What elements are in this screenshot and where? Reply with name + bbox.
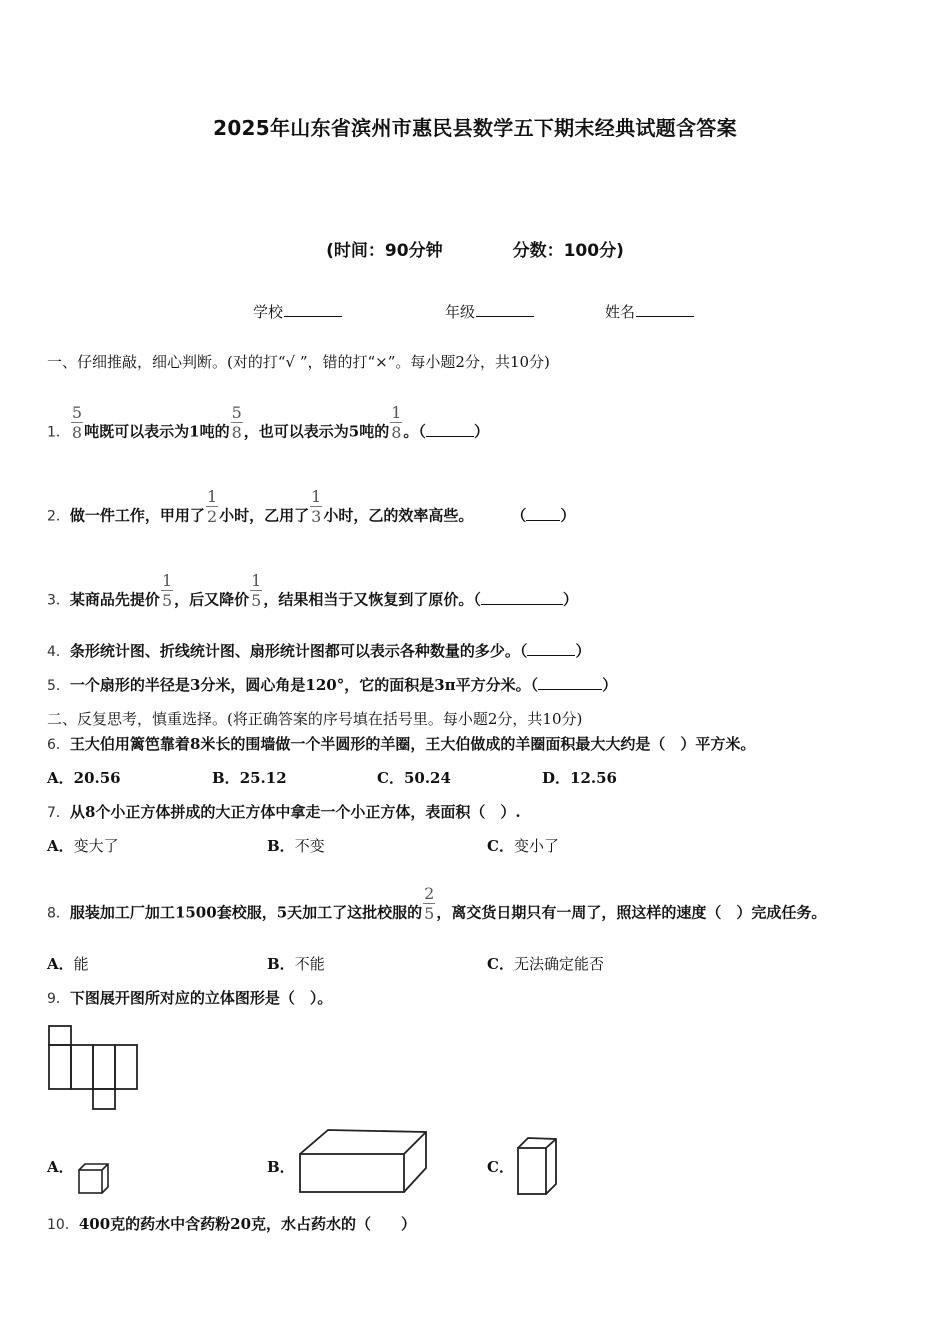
q10-text-1: 克的药水中含药粉 xyxy=(110,1215,231,1233)
question-5 xyxy=(47,674,617,695)
question-4 xyxy=(47,640,590,661)
q9-option-a[interactable] xyxy=(47,1156,74,1177)
q6-option-b[interactable] xyxy=(212,767,287,788)
q3-frac-a-num: 1 xyxy=(161,571,173,590)
grade-label: 年级 xyxy=(445,303,476,321)
q2-text-4: （ xyxy=(511,506,527,525)
q4-number: 4． xyxy=(47,644,70,660)
q8-number: 8． xyxy=(47,905,70,922)
q2-fraction-b xyxy=(310,487,322,526)
net-bottom-square xyxy=(93,1089,115,1109)
question-9 xyxy=(47,987,332,1008)
question-6 xyxy=(47,733,755,754)
q6-text-2: 米长的围墙做一个半圆形的羊圈，王大伯做成的羊圈面积最大大约是（ ）平方米。 xyxy=(200,735,756,753)
q6-option-b-label: B． xyxy=(212,769,240,787)
page-title: 2025年山东省滨州市惠民县数学五下期末经典试题含答案 xyxy=(213,116,737,140)
q8-option-c-text: 无法确定能否 xyxy=(513,955,604,973)
q1-frac-a-num: 5 xyxy=(71,403,83,422)
section-2-heading: 二、反复思考，慎重选择。(将正确答案的序号填在括号里。每小题2分，共10分) xyxy=(47,710,583,728)
q5-value-3: 3π xyxy=(434,676,456,694)
q3-answer-blank[interactable] xyxy=(481,590,563,605)
q8-text-1: 服装加工厂加工 xyxy=(69,903,175,922)
q6-value-1: 8 xyxy=(189,735,201,753)
q3-frac-b-den: 5 xyxy=(251,591,262,610)
q1-value-2: 5 xyxy=(348,422,360,441)
q2-answer-blank[interactable] xyxy=(526,506,560,521)
q6-option-c-text: 50.24 xyxy=(403,769,451,787)
q8-value-2: 5 xyxy=(276,903,288,922)
q7-option-c[interactable] xyxy=(487,835,559,856)
q6-option-b-text: 25.12 xyxy=(239,769,287,787)
q3-text-1: 某商品先提价 xyxy=(69,590,160,609)
section-1-heading: 一、仔细推敲，细心判断。(对的打“√ ”，错的打“×”。每小题2分，共10分) xyxy=(47,353,550,371)
q5-text-4: 平方分米。（ xyxy=(455,676,539,694)
q9-option-b[interactable] xyxy=(267,1156,295,1177)
q8-option-b[interactable] xyxy=(267,953,325,974)
q3-frac-a-den: 5 xyxy=(161,591,173,610)
time-limit: (时间：90分钟 xyxy=(326,241,443,261)
question-10 xyxy=(47,1213,416,1234)
q5-text-1: 一个扇形的半径是 xyxy=(69,676,190,694)
q6-option-c-label: C． xyxy=(377,769,404,787)
q7-option-b[interactable] xyxy=(267,835,325,856)
q2-number: 2． xyxy=(47,508,70,525)
q6-option-d[interactable] xyxy=(542,767,617,788)
total-score: 分数：100分) xyxy=(512,241,624,261)
net-face-1 xyxy=(49,1045,71,1089)
q7-option-a-label: A． xyxy=(47,837,74,855)
q1-text-2: 吨的 xyxy=(199,422,230,441)
q1-fraction-c xyxy=(390,403,402,442)
q2-text-5: ） xyxy=(560,506,576,525)
net-top-square xyxy=(49,1026,71,1045)
q9-number: 9． xyxy=(47,991,70,1007)
net-face-3 xyxy=(93,1045,115,1089)
question-1 xyxy=(47,403,489,452)
q8-fraction-a xyxy=(423,884,435,923)
name-field xyxy=(605,301,694,322)
q9-text-1: 下图展开图所对应的立体图形是（ ）。 xyxy=(69,989,333,1007)
q5-value-1: 3 xyxy=(189,676,201,694)
name-blank[interactable] xyxy=(636,301,694,317)
q2-text-1: 做一件工作，甲用了 xyxy=(69,506,205,525)
q1-text-1: 吨既可以表示为 xyxy=(84,422,190,441)
q8-text-3: 天加工了这批校服的 xyxy=(287,903,423,922)
q1-text-3: ，也可以表示为 xyxy=(243,422,349,441)
q10-value-2: 20 xyxy=(230,1215,252,1233)
q1-value-1: 1 xyxy=(189,422,200,441)
q1-answer-blank[interactable] xyxy=(426,422,474,437)
q5-number: 5． xyxy=(47,678,70,694)
q8-option-a-text: 能 xyxy=(73,955,89,973)
q8-option-a-label: A． xyxy=(47,955,74,973)
question-7 xyxy=(47,801,521,822)
q8-option-c-label: C． xyxy=(487,955,514,973)
q8-frac-a-den: 5 xyxy=(424,904,435,923)
q3-text-2: ，后又降价 xyxy=(174,590,250,609)
q8-value-1: 1500 xyxy=(174,903,217,922)
q10-text-2: 克，水占药水的（ ） xyxy=(251,1215,417,1233)
q2-frac-a-num: 1 xyxy=(206,487,218,506)
q10-number: 10． xyxy=(47,1217,79,1233)
q3-fraction-b xyxy=(250,571,262,610)
q5-answer-blank[interactable] xyxy=(538,675,602,690)
q6-number: 6． xyxy=(47,737,70,753)
q1-frac-c-num: 1 xyxy=(391,403,402,422)
small-cube-icon xyxy=(78,1163,110,1195)
q6-option-a[interactable] xyxy=(47,767,121,788)
q4-answer-blank[interactable] xyxy=(527,641,575,656)
q2-text-3: 小时，乙的效率高些。 xyxy=(323,506,474,525)
school-label: 学校 xyxy=(253,303,284,321)
q8-frac-a-num: 2 xyxy=(424,884,435,903)
q10-value-1: 400 xyxy=(78,1215,111,1233)
q5-value-2: 120° xyxy=(305,676,345,694)
q6-option-d-text: 12.56 xyxy=(570,769,617,787)
q6-option-a-text: 20.56 xyxy=(73,769,121,787)
q7-text-1: 从 xyxy=(69,803,85,821)
q9-option-c-label: C． xyxy=(487,1158,514,1176)
q1-text-5: 。（ xyxy=(403,422,426,441)
q1-frac-b-den: 8 xyxy=(231,423,242,442)
q8-option-a[interactable] xyxy=(47,953,89,974)
q3-frac-b-num: 1 xyxy=(251,571,262,590)
cube-net-diagram xyxy=(47,1025,139,1111)
flat-cuboid-icon xyxy=(298,1126,430,1194)
q7-option-b-text: 不变 xyxy=(294,837,325,855)
q7-option-c-text: 变小了 xyxy=(513,837,559,855)
question-3 xyxy=(47,571,578,620)
net-face-2 xyxy=(71,1045,93,1089)
q1-fraction-b xyxy=(231,403,243,442)
q7-option-a[interactable] xyxy=(47,835,119,856)
q7-number: 7． xyxy=(47,805,70,821)
q2-text-2: 小时，乙用了 xyxy=(219,506,310,525)
q1-text-6: ） xyxy=(473,422,489,441)
q2-frac-b-den: 3 xyxy=(311,507,322,526)
q4-text-2: ） xyxy=(575,642,591,660)
q4-text-1: 条形统计图、折线统计图、扇形统计图都可以表示各种数量的多少。（ xyxy=(69,642,528,660)
q8-option-b-label: B． xyxy=(267,955,295,973)
q7-option-a-text: 变大了 xyxy=(73,837,119,855)
net-face-4 xyxy=(115,1045,137,1089)
q7-text-2: 个小正方体拼成的大正方体中拿走一个小正方体，表面积（ ）. xyxy=(95,803,521,821)
q3-text-3: ，结果相当于又恢复到了原价。（ xyxy=(263,590,481,609)
q9-option-c[interactable] xyxy=(487,1156,514,1177)
tall-cuboid-icon xyxy=(516,1136,558,1196)
q7-value-1: 8 xyxy=(84,803,96,821)
q9-option-a-label: A． xyxy=(47,1158,74,1176)
question-8 xyxy=(47,884,827,933)
q3-number: 3． xyxy=(47,592,70,609)
q3-text-4: ） xyxy=(562,590,578,609)
q6-text-1: 王大伯用篱笆靠着 xyxy=(69,735,190,753)
q6-option-a-label: A． xyxy=(47,769,74,787)
q9-option-b-label: B． xyxy=(267,1158,295,1176)
q2-frac-b-num: 1 xyxy=(311,487,322,506)
exam-meta xyxy=(0,236,950,261)
q1-frac-a-den: 8 xyxy=(71,423,83,442)
q7-option-b-label: B． xyxy=(267,837,295,855)
q1-frac-b-num: 5 xyxy=(231,403,242,422)
q8-option-c[interactable] xyxy=(487,953,604,974)
q3-fraction-a xyxy=(161,571,173,610)
grade-blank[interactable] xyxy=(476,301,534,317)
q8-text-4: ，离交货日期只有一周了，照这样的速度（ ）完成任务。 xyxy=(436,903,827,922)
q5-text-5: ） xyxy=(602,676,618,694)
q2-fraction-a xyxy=(206,487,218,526)
school-field xyxy=(253,301,342,322)
q1-fraction-a xyxy=(71,403,83,442)
q1-text-4: 吨的 xyxy=(359,422,390,441)
q6-option-d-label: D． xyxy=(542,769,571,787)
q7-option-c-label: C． xyxy=(487,837,514,855)
question-2 xyxy=(47,487,576,536)
q1-frac-c-den: 8 xyxy=(391,423,402,442)
name-label: 姓名 xyxy=(605,303,636,321)
q5-text-3: ，它的面积是 xyxy=(344,676,435,694)
q8-text-2: 套校服， xyxy=(216,903,277,922)
q1-number: 1． xyxy=(47,424,70,441)
q8-option-b-text: 不能 xyxy=(294,955,325,973)
q2-frac-a-den: 2 xyxy=(206,507,218,526)
q6-option-c[interactable] xyxy=(377,767,451,788)
school-blank[interactable] xyxy=(284,301,342,317)
q5-text-2: 分米，圆心角是 xyxy=(200,676,306,694)
grade-field xyxy=(445,301,534,322)
